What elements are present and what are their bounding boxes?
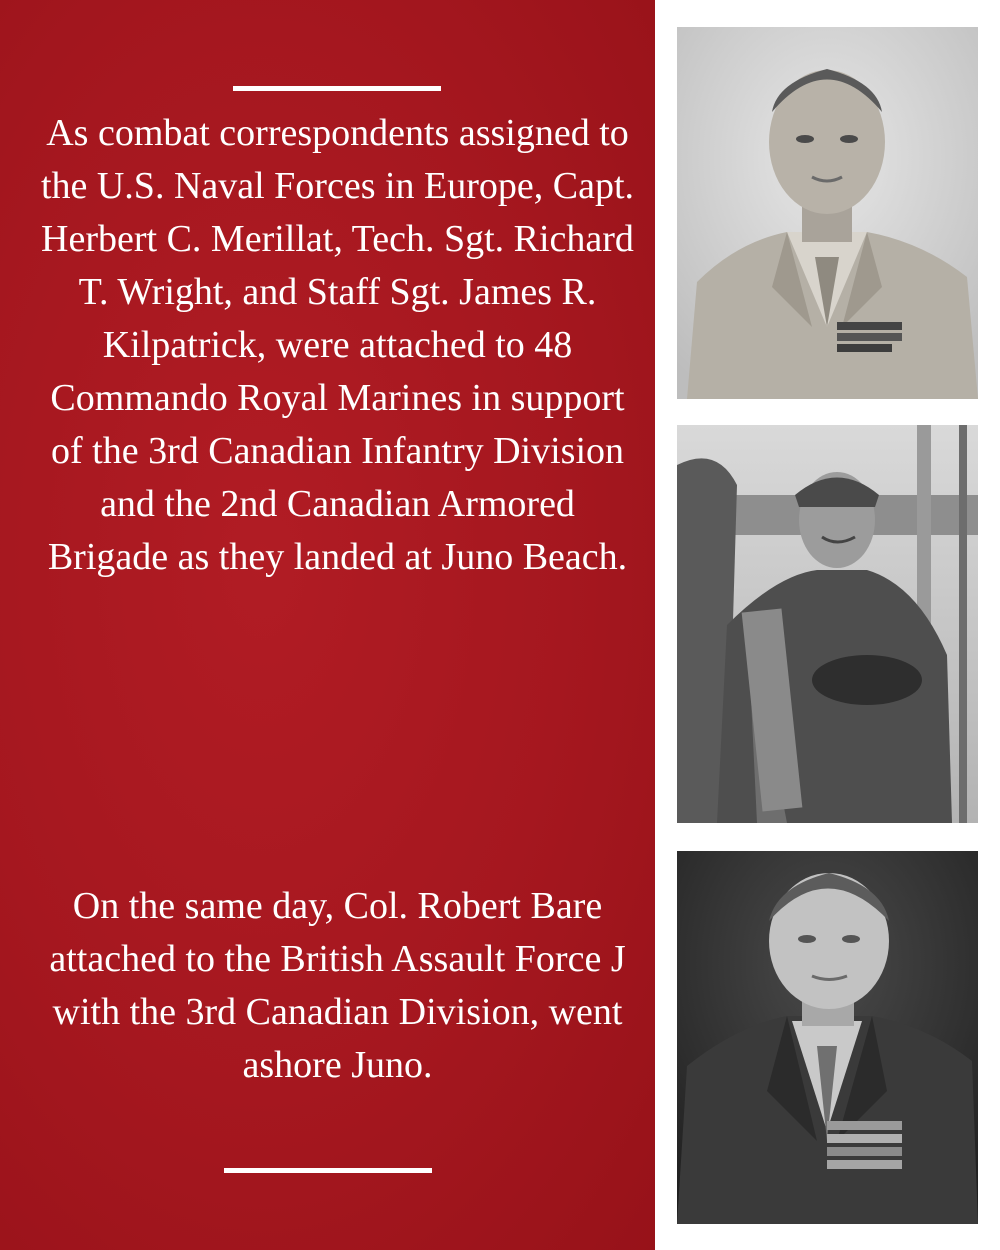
officer-portrait-photo-light-uniform xyxy=(677,27,978,399)
bottom-divider-line xyxy=(224,1168,432,1173)
paragraph-correspondents: As combat correspondents assigned to the U.S. Naval Forces in Europe, Capt. Herbert C. Merillat, Tech. Sgt. Richard T. Wright, and Staff Sgt. James R. Kilpatrick, were attached to 48 Commando Royal Marines in support of the 3rd Canadian Infantry Division and the 2nd Canadian Armored Brigade as they landed at Juno Beach. xyxy=(40,112,635,578)
officer-portrait-photo-dark-uniform xyxy=(677,851,978,1224)
portrait-1-graphic xyxy=(677,27,978,399)
top-divider-line xyxy=(233,86,441,91)
portrait-2-graphic xyxy=(677,425,978,823)
paragraph-col-bare: On the same day, Col. Robert Bare attached to the British Assault Force J with the 3rd Canadian Division, went ashore Juno. xyxy=(49,885,626,1086)
portrait-3-graphic xyxy=(677,851,978,1224)
soldier-in-field-photo xyxy=(677,425,978,823)
